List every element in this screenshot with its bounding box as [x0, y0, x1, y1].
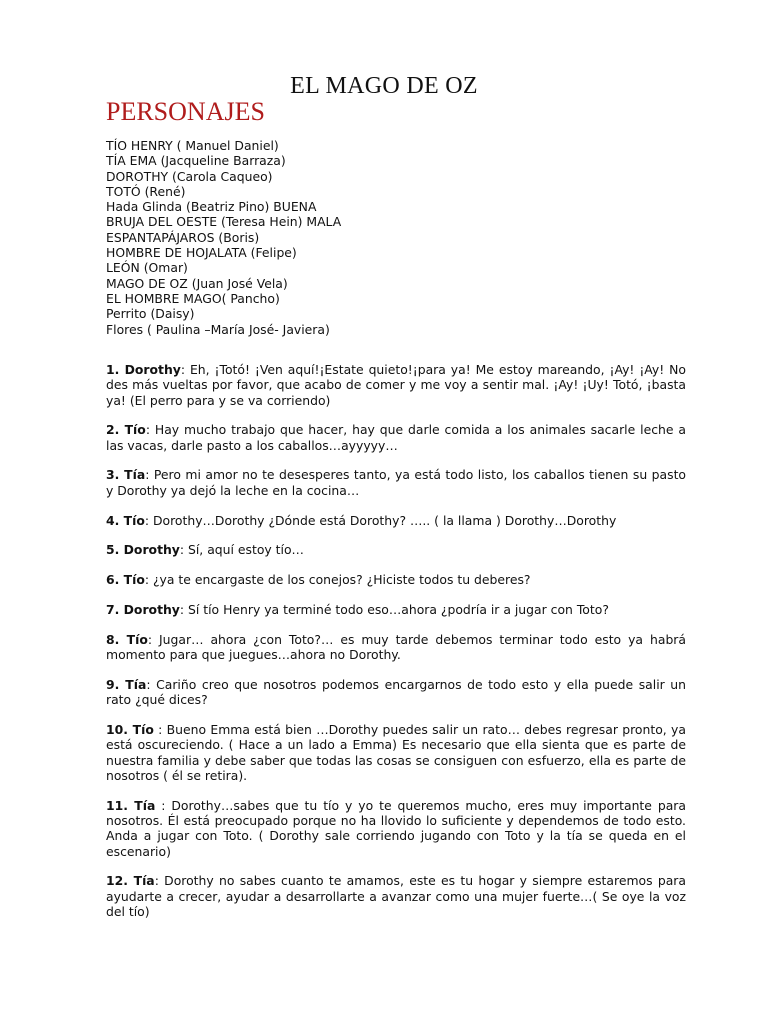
cast-item: Flores ( Paulina –María José- Javiera)	[106, 321, 330, 337]
dialogue-line	[106, 467, 686, 498]
dialogue-line	[106, 602, 686, 617]
dialogue-text: : Dorothy…Dorothy ¿Dónde está Dorothy? ….. ( la llama ) Dorothy…Dorothy	[144, 512, 617, 528]
cast-item: ESPANTAPÁJAROS (Boris)	[106, 229, 260, 245]
dialogue-text: : Eh, ¡Totó! ¡Ven aquí!¡Estate quieto!¡para ya! Me estoy mareando, ¡Ay! ¡Ay! No des más vueltas por favor, que acabo de comer y me voy a sentir mal. ¡Ay! ¡Uy! Totó, ¡basta ya! (El perro para y se va corriendo)	[106, 362, 686, 408]
dialogue-line	[106, 422, 686, 453]
speaker-label: 8. Tío	[106, 631, 148, 647]
section-heading-personajes: PERSONAJES	[106, 97, 265, 126]
dialogue-line	[106, 677, 686, 708]
speaker-label: 1. Dorothy	[106, 362, 181, 377]
dialogue-line	[106, 632, 686, 663]
document-title: EL MAGO DE OZ	[290, 73, 478, 99]
dialogue-line	[106, 722, 686, 783]
dialogue-line	[106, 798, 686, 859]
speaker-label: 7. Dorothy	[106, 601, 180, 617]
script-dialogue	[106, 362, 686, 934]
speaker-label: 4. Tío	[106, 512, 145, 528]
cast-item: LEÓN (Omar)	[106, 260, 188, 276]
cast-item: TOTÓ (René)	[106, 183, 186, 199]
cast-item: DOROTHY (Carola Caqueo)	[106, 168, 273, 184]
dialogue-text: : Cariño creo que nosotros podemos encargarnos de todo esto y ella puede salir un rato ¿qué dices?	[106, 676, 687, 708]
dialogue-text: : Jugar… ahora ¿con Toto?… es muy tarde debemos terminar todo esto ya habrá momento para que juegues…ahora no Dorothy.	[106, 631, 686, 663]
speaker-label: 2. Tío	[106, 422, 146, 438]
dialogue-line	[106, 542, 686, 557]
cast-item: TÍO HENRY ( Manuel Daniel)	[106, 138, 279, 153]
speaker-label: 11. Tía	[106, 797, 156, 813]
dialogue-text: : Pero mi amor no te desesperes tanto, ya está todo listo, los caballos tienen su pasto y Dorothy ya dejó la leche en la cocina…	[106, 467, 687, 498]
dialogue-text: : Sí, aquí estoy tío…	[179, 542, 304, 558]
speaker-label: 5. Dorothy	[106, 542, 180, 558]
cast-item: HOMBRE DE HOJALATA (Felipe)	[106, 245, 297, 261]
speaker-label: 12. Tía	[106, 873, 155, 889]
dialogue-text: : ¿ya te encargaste de los conejos? ¿Hiciste todos tu deberes?	[144, 572, 531, 588]
speaker-label: 6. Tío	[106, 572, 145, 588]
dialogue-line	[106, 572, 686, 587]
speaker-label: 9. Tía	[106, 676, 147, 692]
cast-item: TÍA EMA (Jacqueline Barraza)	[106, 153, 286, 169]
dialogue-line	[106, 362, 686, 408]
cast-item: MAGO DE OZ (Juan José Vela)	[106, 275, 288, 291]
dialogue-line	[106, 513, 686, 528]
cast-item: EL HOMBRE MAGO( Pancho)	[106, 290, 280, 306]
speaker-label: 3. Tía	[106, 467, 146, 483]
dialogue-text: : Sí tío Henry ya terminé todo eso…ahora ¿podría ir a jugar con Toto?	[179, 601, 609, 617]
dialogue-text: : Hay mucho trabajo que hacer, hay que darle comida a los animales sacarle leche a las vacas, darle pasto a los caballos…ayyyyy…	[106, 422, 686, 453]
speaker-label: 10. Tío	[106, 721, 154, 737]
dialogue-text: : Dorothy…sabes que tu tío y yo te queremos mucho, eres muy importante para nosotros. Él está preocupado porque no ha llovido lo suficiente y dependemos de todo esto. Anda a jugar con Toto. ( Dorothy sale corriendo jugando con Toto y la tía se queda en el escenario)	[106, 797, 686, 859]
cast-item: Hada Glinda (Beatriz Pino) BUENA	[106, 199, 317, 215]
cast-list	[106, 138, 706, 337]
cast-item: BRUJA DEL OESTE (Teresa Hein) MALA	[106, 214, 342, 230]
cast-item: Perrito (Daisy)	[106, 306, 195, 322]
dialogue-text: : Bueno Emma está bien …Dorothy puedes salir un rato… debes regresar pronto, ya está oscureciendo. ( Hace a un lado a Emma) Es necesario que ella sienta que es parte de nuestra familia y debe saber que todas las cosas se consiguen con esfuerzo, ella es parte de nosotros ( él se retira).	[106, 721, 686, 783]
dialogue-line	[106, 873, 686, 919]
dialogue-text: : Dorothy no sabes cuanto te amamos, este es tu hogar y siempre estaremos para ayudarte a crecer, ayudar a desarrollarte a avanzar como una mujer fuerte…( Se oye la voz del tío)	[106, 873, 686, 919]
